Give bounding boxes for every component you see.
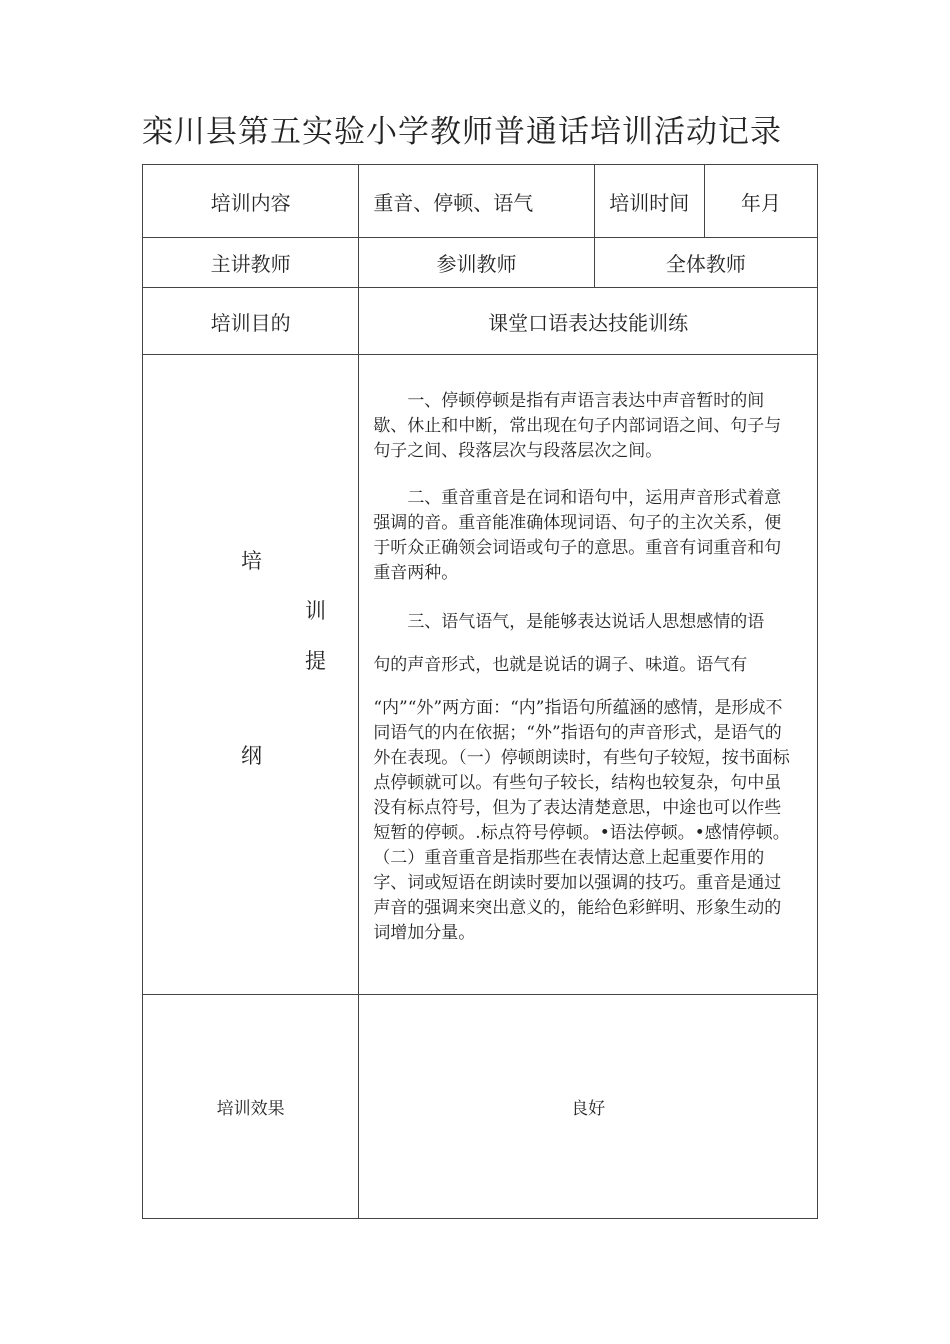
time-label: 培训时间 xyxy=(594,165,704,238)
outline-label-char: 纲 xyxy=(241,744,262,768)
outline-label-cell xyxy=(143,355,359,995)
lecturer-label: 主讲教师 xyxy=(143,238,359,288)
outline-paragraph: 句的声音形式，也就是说话的调子、味道。语气有 xyxy=(373,655,748,675)
purpose-label: 培训目的 xyxy=(143,288,359,355)
outline-label-char: 提 xyxy=(305,649,326,673)
outline-paragraph: 三、语气语气，是能够表达说话人思想感情的语 xyxy=(407,612,765,632)
effect-label: 培训效果 xyxy=(143,995,359,1219)
outline-paragraph: “内”“外”两方面：“内”指语句所蕴涵的感情，是形成不同语气的内在依据；“外”指语句的声音形式，是语气的外在表现。（一）停顿朗读时，有些句子较短，按书面标点停顿就可以。有些句子较长，结构也较复杂，句中虽没有标点符号，但为了表达清楚意思，中途也可以作些短暂的停顿。.标点符号停顿。•语法停顿。•感情停顿。（二）重音重音是指那些在表情达意上起重要作用的字、词或短语在朗读时要加以强调的技巧。重音是通过声音的强调来突出意义的，能给色彩鲜明、形象生动的词增加分量。 xyxy=(373,698,790,943)
content-row xyxy=(143,165,818,238)
content-value: 重音、停顿、语气 xyxy=(359,165,594,238)
training-record-table xyxy=(142,164,818,1219)
teacher-row xyxy=(143,238,818,288)
outline-content xyxy=(359,355,818,995)
participant-label: 参训教师 xyxy=(359,238,594,288)
participant-value: 全体教师 xyxy=(594,238,817,288)
time-value: 年月 xyxy=(704,165,817,238)
outline-label-char: 培 xyxy=(241,549,262,573)
effect-row xyxy=(143,995,818,1219)
outline-paragraph: 一、停顿停顿是指有声语言表达中声音暂时的间歇、休止和中断，常出现在句子内部词语之间、句子与句子之间、段落层次与段落层次之间。 xyxy=(373,391,782,461)
page-title: 栾川县第五实验小学教师普通话培训活动记录 xyxy=(142,114,782,150)
content-label: 培训内容 xyxy=(143,165,359,238)
effect-value: 良好 xyxy=(359,995,818,1219)
outline-label-char: 训 xyxy=(305,599,326,623)
purpose-value: 课堂口语表达技能训练 xyxy=(359,288,818,355)
outline-row xyxy=(143,355,818,995)
outline-paragraph: 二、重音重音是在词和语句中，运用声音形式着意强调的音。重音能准确体现词语、句子的主次关系，便于听众正确领会词语或句子的意思。重音有词重音和句重音两种。 xyxy=(373,488,782,583)
purpose-row xyxy=(143,288,818,355)
